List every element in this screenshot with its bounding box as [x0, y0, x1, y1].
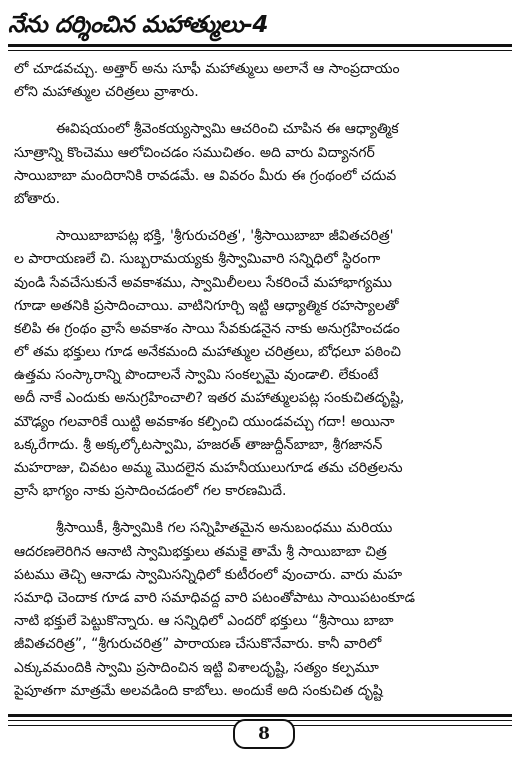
page-footer [8, 712, 512, 752]
text-line: జీవితచరిత్ర”, “శ్రీగురుచరిత్ర” పారాయణ చేసుకొనేవారు. కానీ వారిలో [14, 636, 382, 653]
text-line: వుండి సేవచేసుకునే అవకాశము, స్వామిలీలలు సేకరించే మహాభాగ్యము [14, 274, 392, 291]
text-line: గూడా అతనికి ప్రసాదించాయి. వాటినిగూర్చి ఇట్టి ఆధ్యాత్మిక రహస్యాలతో [14, 297, 399, 314]
text-line: సమాధి చెందాక గూడ వారి సమాధివద్ద వారి పటంతోపాటు సాయిపటంకూడ [14, 589, 415, 606]
header-rule-thin [8, 50, 512, 51]
text-line: మౌఢ్యం గలవారికే యిట్టి అవకాశం కల్పించి యుండవచ్చు గదా! అయినా [14, 413, 395, 430]
text-line: సాయిబాబాపట్ల భక్తి, 'శ్రీగురుచరిత్ర', 'శ్రీసాయిబాబా జీవితచరిత్ర' [56, 228, 394, 245]
text-line: పటము తెచ్చి ఆనాడు స్వామిసన్నిధిలో కుటీరంలో వుంచారు. వారు మహ [14, 566, 403, 583]
page-number: 8 [233, 719, 295, 749]
running-header-title: నేను దర్శించిన మహాత్ములు-4 [8, 12, 268, 38]
text-line: మహరాజు, చివటం అమ్మ మొదలైన మహనీయులుగూడ తమ చరిత్రలను [14, 460, 403, 476]
text-line: లో తమ భక్తులు గూడ అనేకమంది మహాత్ముల చరిత్రలు, బోధలూ పఠించి [14, 344, 401, 361]
header-rule-thick [8, 44, 512, 47]
text-line: ఎక్కువమందికి స్వామి ప్రసాదించిన ఇట్టి విశాలదృష్టి, సత్యం కల్పమూ [14, 659, 379, 676]
text-line: సాయిబాబా మందిరానికి రావడమే. ఆ వివరం మీరు ఈ గ్రంథంలో చదువ [14, 167, 397, 184]
text-line: కలిపి ఈ గ్రంథం వ్రాసే అవకాశం సాయి సేవకుడనైన నాకు అనుగ్రహించడం [14, 320, 400, 337]
text-line: నాటి భక్తులే పెట్టుకొన్నారు. ఆ సన్నిధిలో ఎందరో భక్తులు “శ్రీసాయి బాబా [14, 613, 394, 630]
text-line: శ్రీసాయికీ, శ్రీస్వామికి గల సన్నిహితమైన అనుబంధము మరియు [56, 520, 393, 537]
paragraph-3 [14, 225, 512, 503]
text-line: సూత్రాన్ని కొంచెము ఆలోచించడం సముచితం. అది వారు విద్యానగర్ [14, 144, 375, 161]
text-line: వ్రాసే భాగ్యం నాకు ప్రసాదించడంలో గల కారణమిదే. [14, 483, 287, 500]
text-line: ల పారాయణలే చి. సుబ్బరామయ్యకు శ్రీస్వామివారి సన్నిధిలో స్థిరంగా [14, 251, 381, 268]
text-line: అదీ నాకే ఎందుకు అనుగ్రహించాలి? ఇతర మహాత్ములపట్ల సంకుచితదృష్టి, [14, 390, 405, 407]
running-header [8, 6, 512, 54]
paragraph-2 [14, 118, 512, 211]
footer-rule-thick [8, 714, 512, 717]
text-line: ఉత్తమ సంస్కారాన్ని పొందాలనే స్వామి సంకల్పమై వుండాలి. లేకుంటే [14, 367, 379, 384]
text-line: లోని మహాత్ముల చరిత్రలు వ్రాశారు. [14, 84, 199, 101]
text-line: బోతారు. [14, 190, 61, 207]
text-line: ఒక్కరేగాదు. శ్రీ అక్కల్కోటస్వామి, హజరత్ తాజుద్దీన్‌బాబా, శ్రీగజానన్ [14, 436, 383, 453]
body-text [14, 58, 512, 703]
paragraph-1 [14, 58, 512, 104]
paragraph-4 [14, 517, 512, 703]
text-line: ఆదరణలెరిగిన ఆనాటి స్వామిభక్తులు తమకై తామే శ్రీ సాయిబాబా చిత్ర [14, 543, 387, 560]
text-line: లో చూడవచ్చు. అత్తార్ అను సూఫీ మహాత్ములు అలానే ఆ సాంప్రదాయం [14, 61, 400, 77]
text-line: పైపూతగా మాత్రమే అలవడింది కాబోలు. అందుకే అది సంకుచిత దృష్టి [14, 682, 383, 699]
text-line: ఈవిషయంలో శ్రీవెంకయ్యస్వామి ఆచరించి చూపిన ఈ ఆధ్యాత్మిక [56, 121, 399, 138]
